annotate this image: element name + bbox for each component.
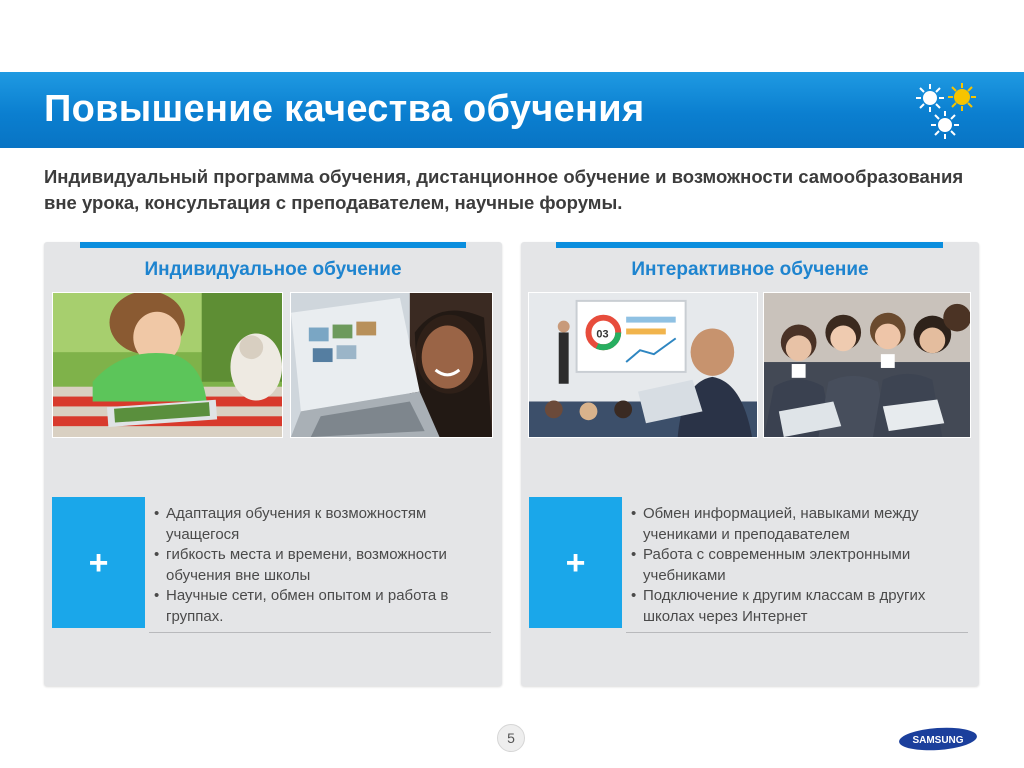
panel-heading: Индивидуальное обучение [144, 259, 402, 280]
student-laptop-photo [290, 292, 493, 438]
page-number: 5 [497, 724, 525, 752]
list-item: • гибкость места и времени, возможности обучения вне школы [154, 545, 494, 586]
divider [626, 632, 968, 633]
advantages-list [154, 504, 494, 627]
divider [149, 632, 491, 633]
panel-interactive-learning [521, 242, 979, 686]
svg-text:03: 03 [596, 328, 609, 341]
plus-icon: + [88, 543, 109, 582]
panel-individual-learning [44, 242, 502, 686]
slide-subtitle: Индивидуальный программа обучения, дистанционное обучение и возможности самообразования вне урока, консультация с преподавателем, научные форумы. [44, 166, 964, 213]
advantages-plus-box [529, 497, 622, 628]
list-item: • Адаптация обучения к возможностям учащегося [154, 504, 494, 545]
panel-accent-line [80, 242, 466, 248]
students-tablets-photo [763, 292, 971, 438]
list-item: • Подключение к другим классам в других школах через Интернет [631, 586, 971, 627]
list-item: • Научные сети, обмен опытом и работа в группах. [154, 586, 494, 627]
svg-text:SAMSUNG: SAMSUNG [912, 735, 964, 746]
advantages-list [631, 504, 971, 627]
classroom-presentation-photo [528, 292, 758, 438]
sun-icon [910, 80, 982, 142]
slide-title: Повышение качества обучения [44, 88, 645, 130]
advantages-plus-box [52, 497, 145, 628]
child-tablet-photo [52, 292, 283, 438]
list-item: • Обмен информацией, навыками между учениками и преподавателем [631, 504, 971, 545]
panel-accent-line [556, 242, 943, 248]
panel-heading: Интерактивное обучение [631, 259, 869, 280]
samsung-logo [898, 727, 978, 751]
list-item: • Работа с современным электронными учебниками [631, 545, 971, 586]
plus-icon: + [565, 543, 586, 582]
